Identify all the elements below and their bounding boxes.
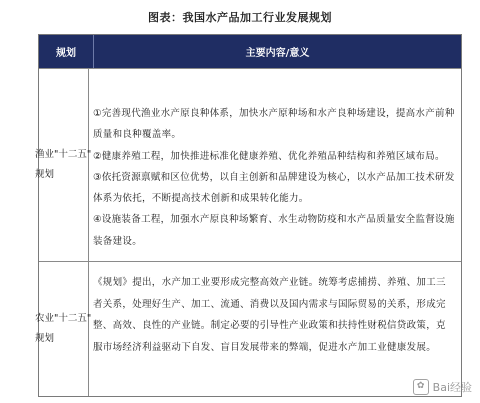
plan-name-suffix: 规划 bbox=[35, 169, 55, 180]
content-paragraph: ②健康养殖工程，加快推进标准化健康养殖、优化养殖品种结构和养殖区域布局。 bbox=[93, 150, 445, 162]
plan-table bbox=[35, 34, 462, 397]
plan-cell bbox=[35, 69, 92, 261]
baidu-paw-icon: ✿ bbox=[413, 379, 429, 395]
table-row bbox=[35, 261, 461, 396]
header-plan: 规划 bbox=[39, 35, 94, 68]
content-cell bbox=[89, 262, 461, 396]
plan-cell bbox=[35, 262, 92, 396]
content-paragraph: ④设施装备工程，加强水产原良种场繁育、水生动物防疫和水产品质量安全监督设施装备建设。 bbox=[93, 214, 455, 247]
table-row bbox=[35, 68, 461, 261]
plan-name: 农业"十二五" bbox=[35, 313, 92, 324]
content-paragraph: ①完善现代渔业水产原良种体系，加快水产原种场和水产良种场建设，提高水产前种质量和良种覆盖率。 bbox=[93, 108, 455, 141]
header-content: 主要内容/意义 bbox=[245, 48, 310, 59]
content-paragraph: ③依托资源禀赋和区位优势，以自主创新和品牌建设为核心，以水产品加工技术研发体系为依托，不断提高技术创新和成果转化能力。 bbox=[93, 171, 455, 205]
page-title: 图表：我国水产品加工行业发展规划 bbox=[148, 11, 332, 24]
content-paragraph: 《规划》提出，水产加工业要形成完整高效产业链。统筹考虑捕捞、养殖、加工三者关系，处理好生产、加工、流通、消费以及国内需求与国际贸易的关系，形成完整、高效、良性的产业链。制定必要的引导性产业政策和扶持性财税信贷政策，克服市场经济利益驱动下自发、盲目发展带来的弊端，促进水产加工业健康发展。 bbox=[93, 277, 446, 353]
watermark bbox=[413, 379, 472, 395]
content-cell bbox=[89, 69, 461, 261]
table-header bbox=[39, 35, 461, 68]
plan-name-suffix: 规划 bbox=[35, 333, 55, 344]
plan-name: 渔业"十二五" bbox=[35, 149, 92, 160]
watermark-text: Bai经验 bbox=[432, 381, 472, 394]
